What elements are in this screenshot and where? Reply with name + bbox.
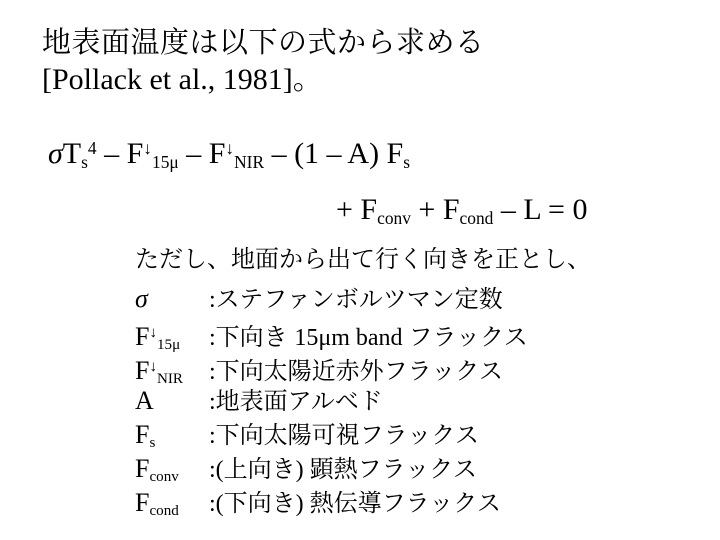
slide-title bbox=[42, 24, 485, 98]
definition-row-sigma bbox=[135, 282, 591, 316]
definition-symbol: Fcond bbox=[135, 488, 179, 520]
definition-row-fcond bbox=[135, 486, 591, 520]
definition-desc: :ステファンボルツマン定数 bbox=[209, 286, 503, 313]
definition-symbol: σ bbox=[135, 284, 148, 313]
definition-symbol: F↓NIR bbox=[135, 355, 183, 388]
formula-line1: σTs$^4$ – F↓15μ – F↓NIR – (1 – A) Fs bbox=[48, 137, 411, 172]
definition-row-albedo bbox=[135, 384, 591, 418]
slide-title-citation: [Pollack et al., 1981]。 bbox=[42, 63, 323, 96]
definition-row-fnir bbox=[135, 350, 591, 388]
definition-row-f15u bbox=[135, 316, 591, 354]
definition-desc: :地表面アルベド bbox=[209, 388, 383, 415]
definition-desc: :下向き 15μm band フラックス bbox=[209, 323, 528, 351]
definition-desc: :(下向き) 熱伝導フラックス bbox=[209, 490, 501, 517]
surface-temperature-formula bbox=[48, 124, 587, 242]
definition-row-fs bbox=[135, 418, 591, 452]
definition-symbol: A bbox=[135, 386, 154, 415]
definitions-note: ただし、地面から出て行く向きを正とし、 bbox=[135, 246, 591, 273]
definition-desc: :(上向き) 顕熱フラックス bbox=[209, 456, 477, 483]
definition-row-fconv bbox=[135, 452, 591, 486]
definition-symbol: F↓15μ bbox=[135, 321, 181, 354]
definition-desc: :下向太陽近赤外フラックス bbox=[209, 357, 503, 385]
definition-symbol: Fconv bbox=[135, 454, 179, 486]
formula-line2: + Fconv + Fcond – L = 0 bbox=[336, 192, 588, 228]
definitions-block bbox=[135, 244, 591, 520]
definition-desc: :下向太陽可視フラックス bbox=[209, 422, 479, 449]
definition-symbol: Fs bbox=[135, 420, 156, 452]
slide-title-line1: 地表面温度は以下の式から求める bbox=[42, 27, 485, 59]
